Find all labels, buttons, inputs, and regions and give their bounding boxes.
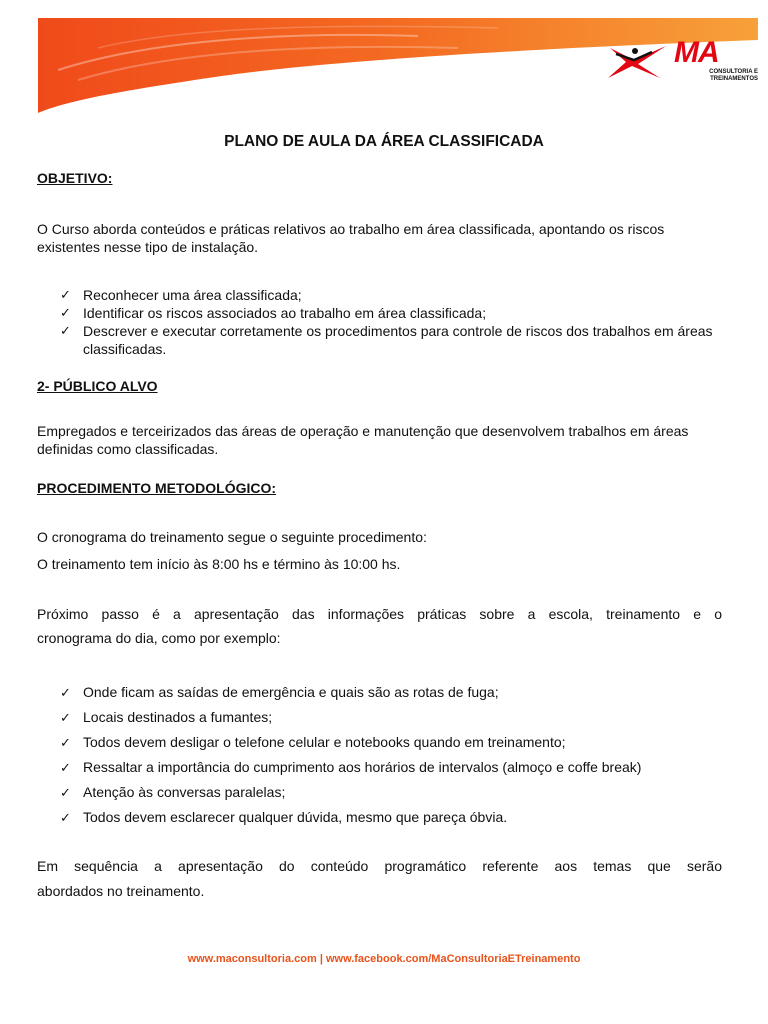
check-icon: ✓ [60,785,71,800]
list-item [60,680,720,705]
list-item [60,286,720,304]
footer-site-link[interactable]: www.maconsultoria.com [187,953,317,965]
logo-text: MA [674,36,719,69]
list-item-text: Locais destinados a fumantes; [83,709,273,725]
company-logo [604,36,758,90]
list-item [60,304,720,322]
objetivo-list [60,286,720,358]
logo-mark-icon [604,44,672,80]
page-title: PLANO DE AULA DA ÁREA CLASSIFICADA [224,133,544,150]
list-item-text: Identificar os riscos associados ao trabalho em área classificada; [83,305,487,321]
procedimento-paragraph-1b: cronograma do dia, como por exemplo: [37,630,281,646]
procedimento-paragraph-2a: Em sequência a apresentação do conteúdo programático referente aos temas que serão [37,858,722,874]
objetivo-heading: OBJETIVO: [37,170,113,186]
list-item [60,705,720,730]
check-icon: ✓ [60,685,71,700]
check-icon: ✓ [60,710,71,725]
footer-separator: | [319,953,323,965]
list-item-text: Todos devem desligar o telefone celular e notebooks quando em treinamento; [83,734,566,750]
check-icon: ✓ [60,287,71,302]
publico-text: Empregados e terceirizados das áreas de operação e manutenção que desenvolvem trabalhos em áreas definidas como classificadas. [37,423,689,457]
logo-subtitle-line-1: CONSULTORIA E [709,69,758,75]
list-item-text: Todos devem esclarecer qualquer dúvida, mesmo que pareça óbvia. [83,809,508,825]
logo-subtitle [678,69,758,83]
footer-facebook-link[interactable]: www.facebook.com/MaConsultoriaETreinamento [325,953,581,965]
list-item-text: Ressaltar a importância do cumprimento aos horários de intervalos (almoço e coffe break) [83,759,642,775]
procedimento-line-1: O cronograma do treinamento segue o seguinte procedimento: [37,529,427,545]
procedimento-paragraph-1a: Próximo passo é a apresentação das informações práticas sobre a escola, treinamento e o [37,606,722,622]
check-icon: ✓ [60,305,71,320]
procedimento-line-2: O treinamento tem início às 8:00 hs e término às 10:00 hs. [37,556,401,572]
list-item [60,730,720,755]
list-item [60,755,720,780]
procedimento-list [60,680,720,830]
list-item [60,322,720,358]
check-icon: ✓ [60,323,71,338]
check-icon: ✓ [60,735,71,750]
procedimento-paragraph-2b: abordados no treinamento. [37,883,205,899]
check-icon: ✓ [60,760,71,775]
list-item-text: Descrever e executar corretamente os procedimentos para controle de riscos dos trabalhos em áreas classificadas. [83,323,713,357]
list-item [60,805,720,830]
list-item-text: Atenção às conversas paralelas; [83,784,286,800]
check-icon: ✓ [60,810,71,825]
list-item [60,780,720,805]
procedimento-heading: PROCEDIMENTO METODOLÓGICO: [37,480,277,496]
logo-subtitle-line-2: TREINAMENTOS [710,76,758,82]
list-item-text: Onde ficam as saídas de emergência e quais são as rotas de fuga; [83,684,499,700]
list-item-text: Reconhecer uma área classificada; [83,287,302,303]
footer [0,953,768,965]
objetivo-text: O Curso aborda conteúdos e práticas relativos ao trabalho em área classificada, apontando os riscos existentes nesse tipo de instalação. [37,221,665,255]
publico-heading: 2- PÚBLICO ALVO [37,378,158,394]
